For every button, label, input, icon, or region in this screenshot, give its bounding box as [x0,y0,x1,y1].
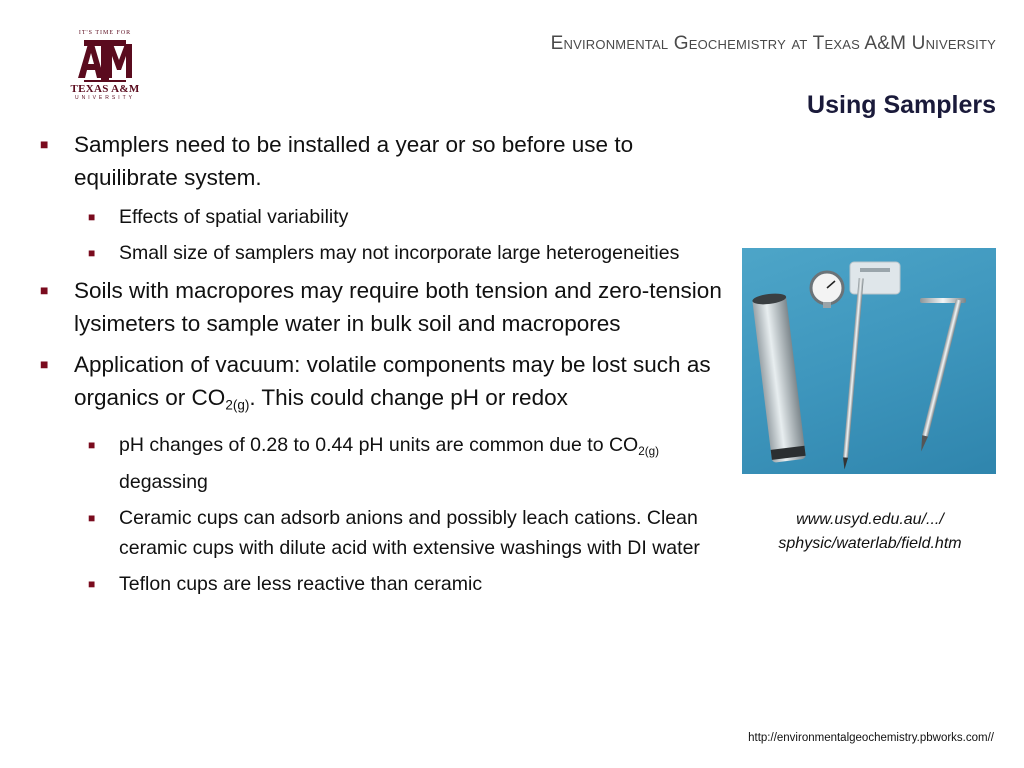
logo-tagline: IT'S TIME FOR [78,30,132,36]
bullet-text: Samplers need to be installed a year or so before use to equilibrate system. [74,132,634,190]
sampler-tools-illustration [742,248,996,474]
bullet-square-icon: ■ [40,356,49,372]
bullet-item [40,274,730,340]
sub-bullet-text-after: degassing [119,470,208,493]
sub-bullet-item [40,238,730,268]
sub-bullet-text: Small size of samplers may not incorporate large heterogeneities [119,242,680,264]
sub-bullet-item [40,569,730,599]
bullet-square-icon: ■ [40,282,49,298]
slide-title: Using Samplers [807,91,996,119]
sub-bullet-text: Teflon cups are less reactive than ceramic [119,572,483,595]
bullet-square-icon: ■ [88,437,96,452]
header-org: Environmental Geochemistry at Texas A&M University [550,33,996,54]
sub-bullet-text: Ceramic cups can adsorb anions and possibly leach cations. Clean ceramic cups with dilute acid with extensive washings with DI water [119,506,700,559]
bullet-item [40,128,730,194]
logo-university: UNIVERSITY [74,95,135,101]
logo-name: TEXAS A&M [70,83,140,95]
sub-bullet-item [40,503,730,563]
bullet-text-after: . This could change pH or redox [249,385,568,410]
sub-bullet-text-before: pH changes of 0.28 to 0.44 pH units are common due to CO [119,433,639,456]
bullet-list [40,128,730,605]
bullet-square-icon: ■ [88,246,96,260]
texas-am-logo [62,30,148,116]
bullet-square-icon: ■ [88,210,96,224]
sub-bullet-item [40,430,730,497]
subscript: 2(g) [225,397,250,413]
sampler-photo [742,248,996,474]
bullet-square-icon: ■ [88,576,96,591]
sub-bullet-item [40,202,730,232]
bullet-text: Soils with macropores may require both tension and zero-tension lysimeters to sample water in bulk soil and macropores [74,278,722,336]
subscript: 2(g) [638,444,660,458]
atm-logo-icon [76,38,134,82]
photo-caption-line2: sphysic/waterlab/field.htm [778,535,962,552]
photo-caption-line1: www.usyd.edu.au/.../ [796,511,944,528]
bullet-square-icon: ■ [88,510,96,525]
sub-bullet-text: Effects of spatial variability [119,206,349,228]
footer-url[interactable]: http://environmentalgeochemistry.pbworks.com// [748,732,994,744]
photo-caption [720,508,1020,556]
bullet-square-icon: ■ [40,136,49,152]
bullet-item [40,348,730,422]
bullet-text-before: Application of vacuum: volatile components may be lost such as organics or CO [74,352,711,410]
